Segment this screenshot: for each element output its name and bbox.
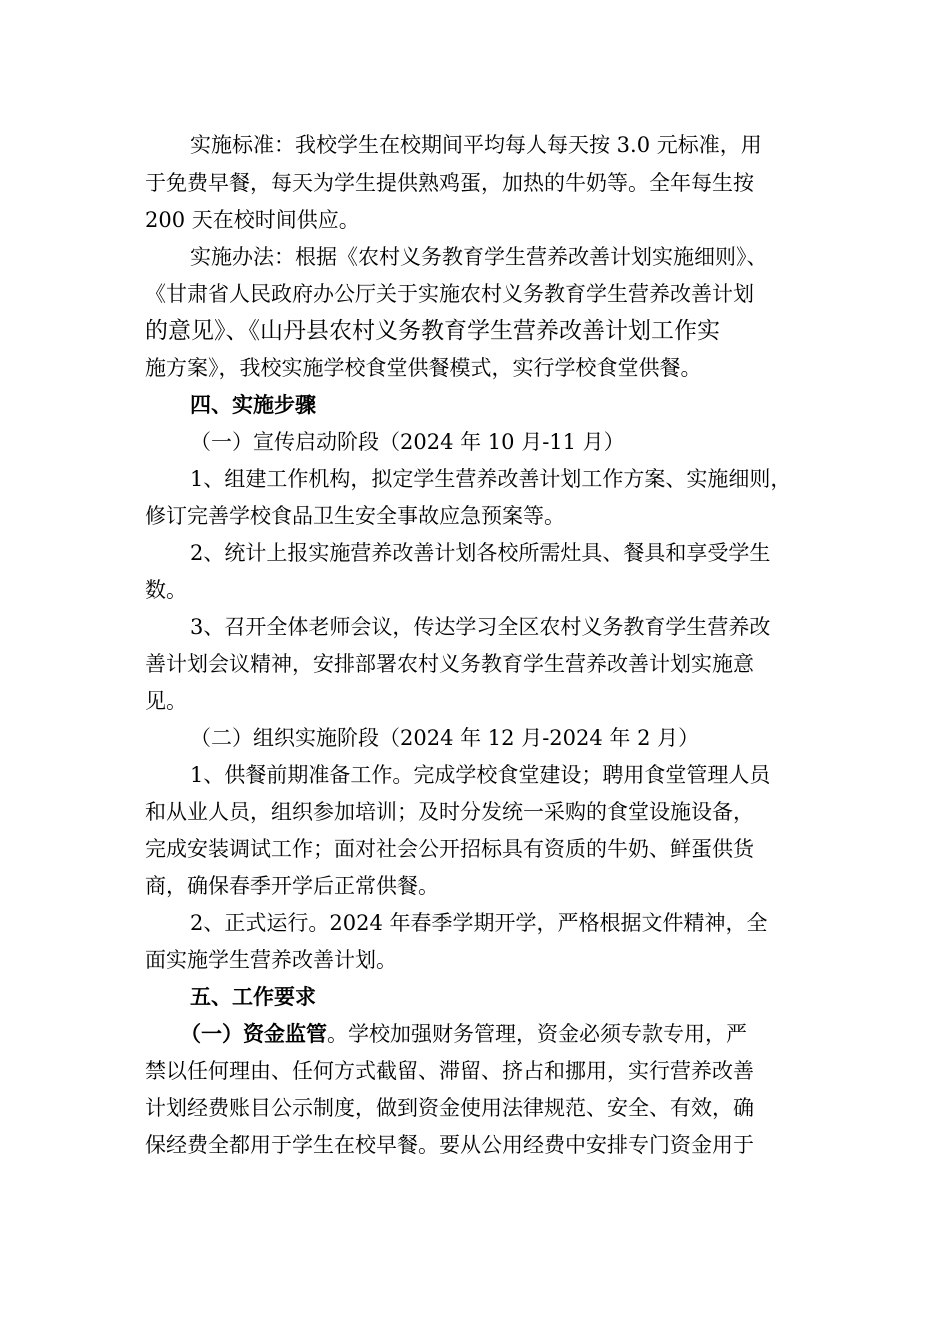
paragraph-line: 商，确保春季开学后正常供餐。 — [145, 874, 439, 898]
section-heading: 五、工作要求 — [190, 984, 316, 1009]
paragraph-line: 面实施学生营养改善计划。 — [145, 948, 397, 972]
paragraph-line: 1、组建工作机构，拟定学生营养改善计划工作方案、实施细则， — [190, 467, 792, 491]
paragraph-line: 善计划会议精神，安排部署农村义务教育学生营养改善计划实施意 — [145, 652, 754, 676]
subsection-heading: （二）组织实施阶段（2024 年 12 月-2024 年 2 月） — [190, 726, 700, 750]
paragraph-line — [180, 1021, 747, 1047]
paragraph-line: 见。 — [145, 689, 187, 713]
inline-text: 。学校加强财务管理，资金必须专款专用，严 — [327, 1022, 747, 1046]
paragraph-line: 的意见》、《山丹县农村义务教育学生营养改善计划工作实 — [145, 318, 720, 344]
section-heading: 四、实施步骤 — [190, 392, 316, 417]
paragraph-line: 实施办法：根据《农村义务教育学生营养改善计划实施细则》、 — [190, 245, 768, 269]
paragraph-line: 2、正式运行。2024 年春季学期开学，严格根据文件精神，全 — [190, 911, 768, 935]
paragraph-line: 2、统计上报实施营养改善计划各校所需灶具、餐具和享受学生 — [190, 541, 771, 565]
paragraph-line: 施方案》，我校实施学校食堂供餐模式，实行学校食堂供餐。 — [145, 356, 702, 380]
paragraph-line: 《甘肃省人民政府办公厅关于实施农村义务教育学生营养改善计划 — [145, 282, 754, 306]
paragraph-line: 计划经费账目公示制度，做到资金使用法律规范、安全、有效，确 — [145, 1096, 754, 1120]
paragraph-line: 修订完善学校食品卫生安全事故应急预案等。 — [145, 504, 565, 528]
subsection-heading: （一）宣传启动阶段（2024 年 10 月-11 月） — [190, 430, 625, 454]
paragraph-line: 200 天在校时间供应。 — [145, 208, 360, 232]
paragraph-line: 完成安装调试工作；面对社会公开招标具有资质的牛奶、鲜蛋供货 — [145, 837, 754, 861]
paragraph-line: 实施标准：我校学生在校期间平均每人每天按 3.0 元标准，用 — [190, 133, 762, 157]
paragraph-line: 1、供餐前期准备工作。完成学校食堂建设；聘用食堂管理人员 — [190, 763, 771, 787]
inline-bold-heading: （一）资金监管 — [180, 1021, 327, 1046]
paragraph-line: 保经费全都用于学生在校早餐。要从公用经费中安排专门资金用于 — [145, 1133, 754, 1157]
paragraph-line: 和从业人员，组织参加培训；及时分发统一采购的食堂设施设备， — [145, 800, 754, 824]
paragraph-line: 数。 — [145, 578, 187, 602]
paragraph-line: 禁以任何理由、任何方式截留、滞留、挤占和挪用，实行营养改善 — [145, 1059, 754, 1083]
paragraph-line: 3、召开全体老师会议，传达学习全区农村义务教育学生营养改 — [190, 615, 771, 639]
paragraph-line: 于免费早餐，每天为学生提供熟鸡蛋，加热的牛奶等。全年每生按 — [145, 171, 754, 195]
